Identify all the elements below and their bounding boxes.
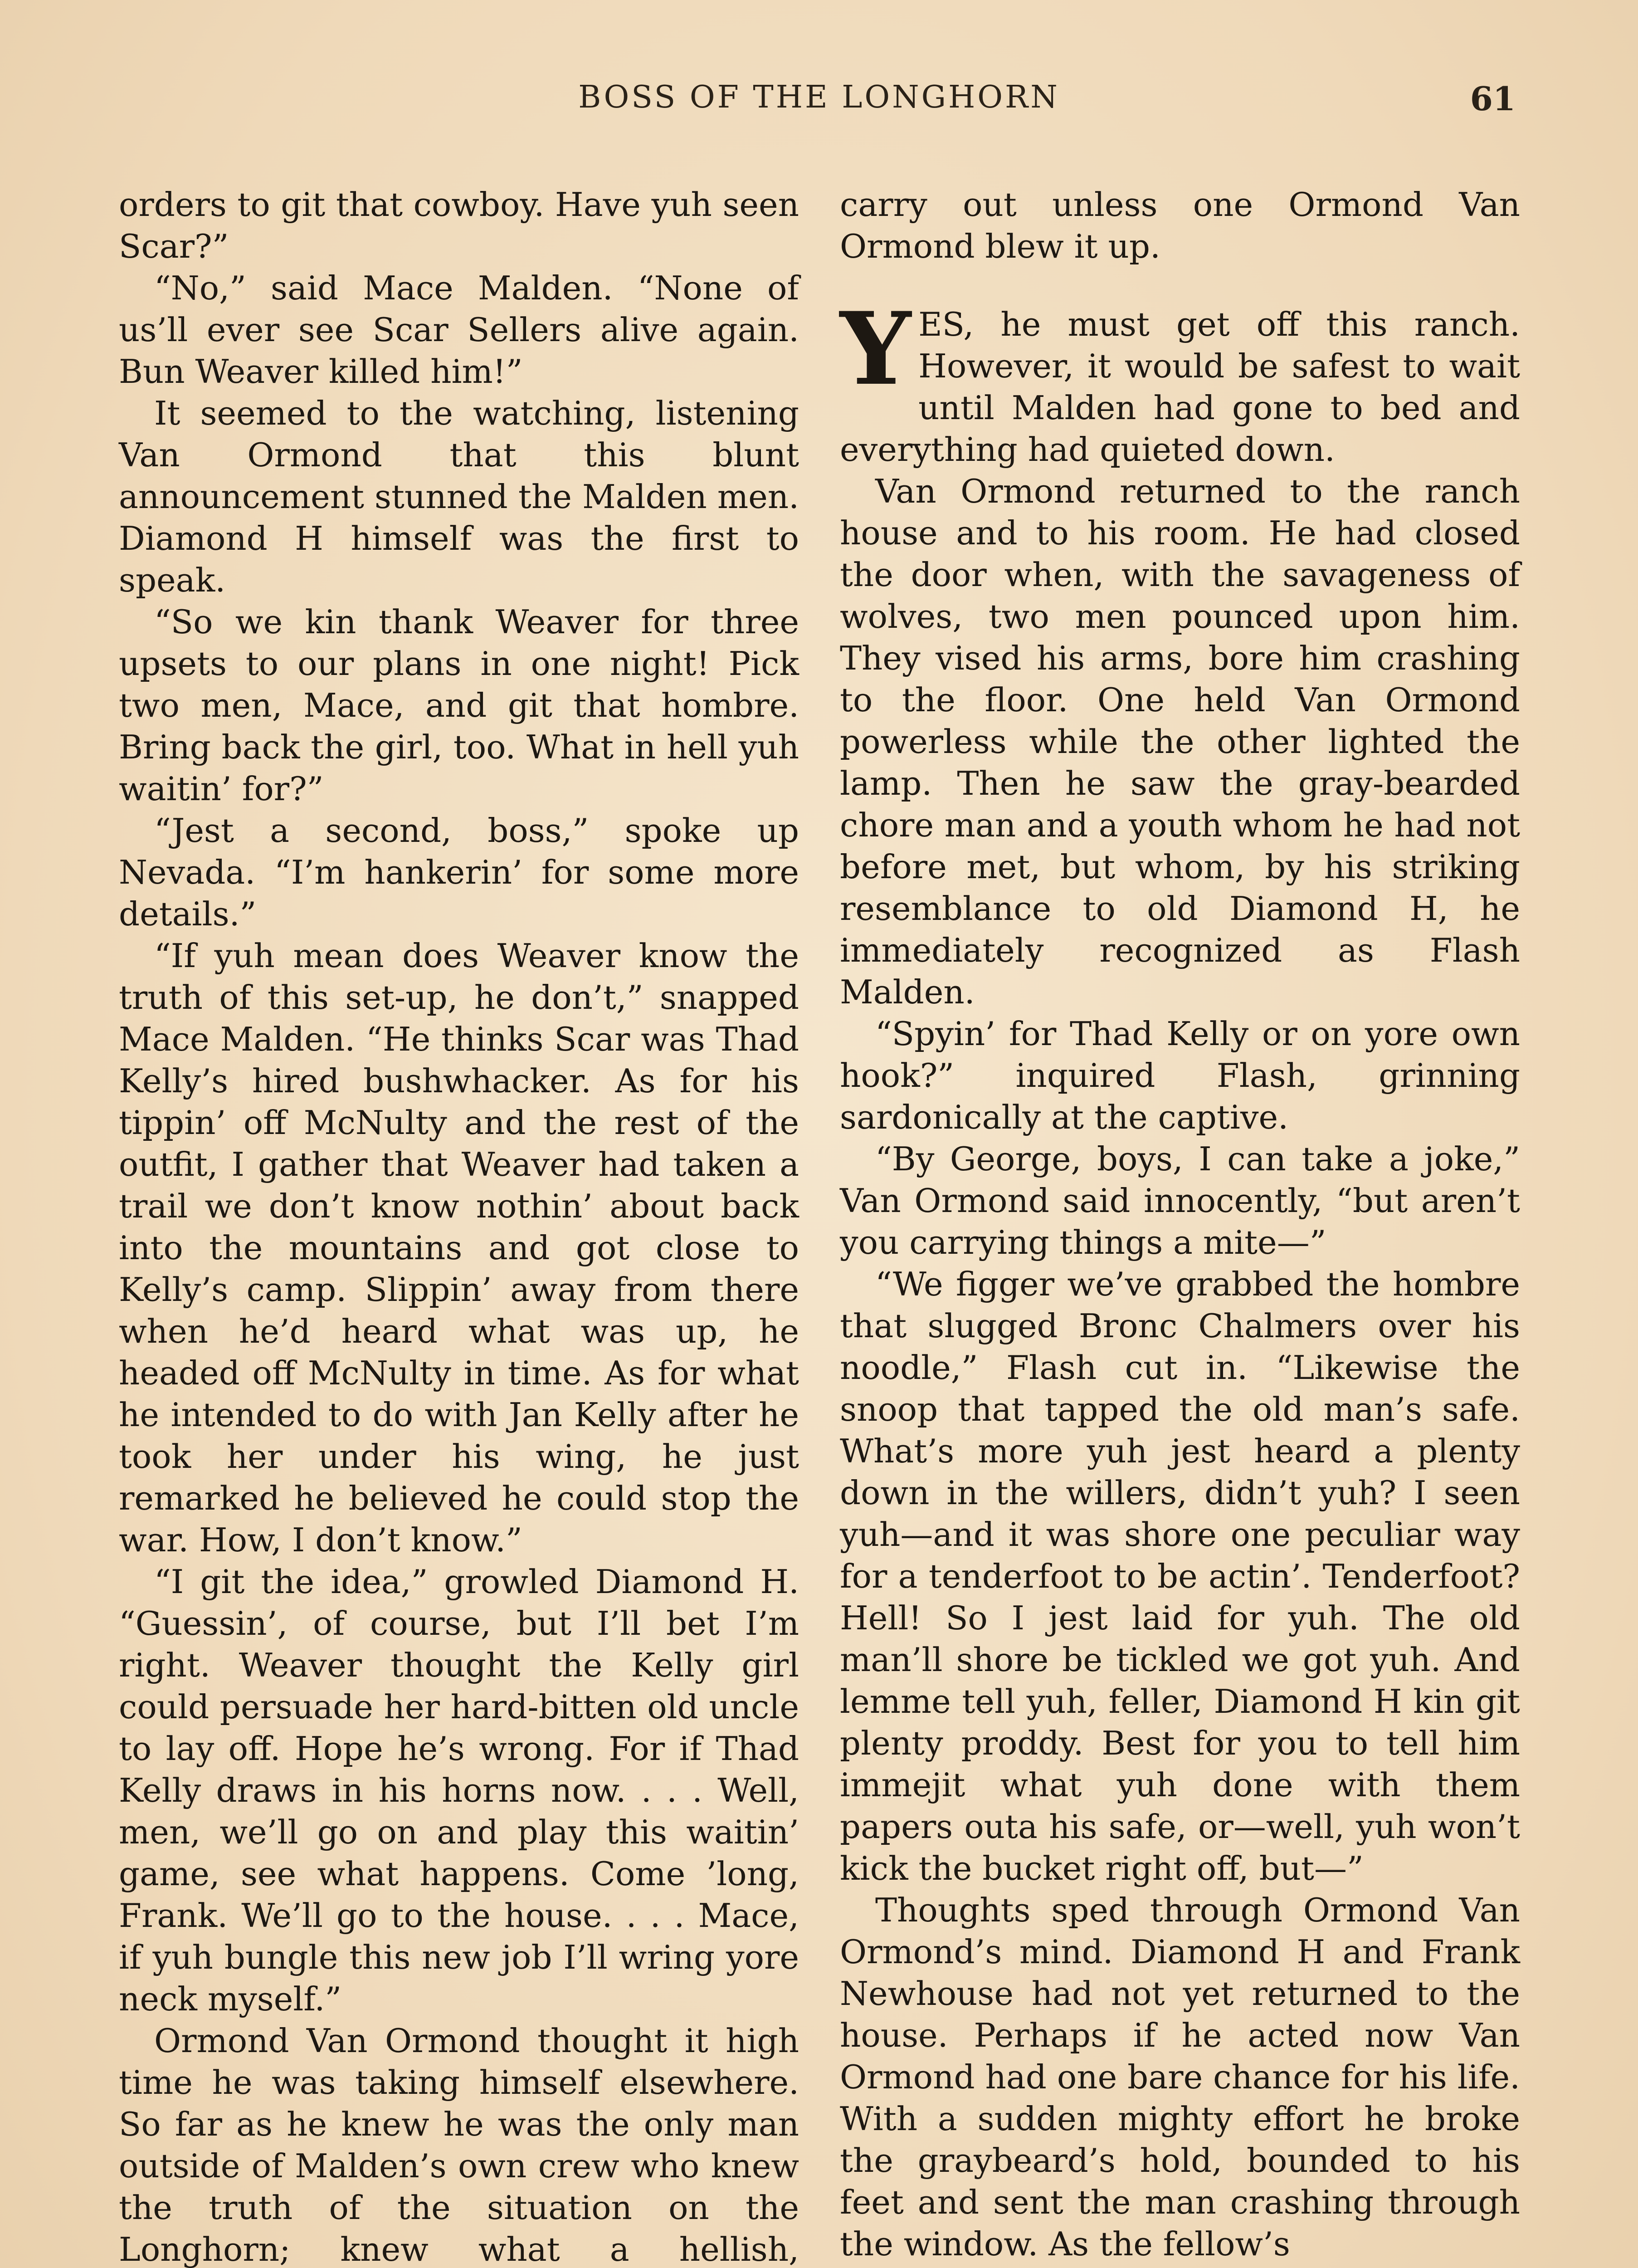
- paragraph: Thoughts sped through Ormond Van Ormond’s mind. Diamond H and Frank Newhouse had not yet returned to the house. Perhaps if he acted now Van Ormond had one bare chance for his life. With a sudden mighty effort he broke the graybeard’s hold, bounded to his feet and sent the man crashing through the window. As the fellow’s: [840, 1891, 1520, 2263]
- paragraph: orders to git that cowboy. Have yuh seen Scar?”: [119, 186, 799, 265]
- section-start-text: ES, he must get off this ranch. However, it would be safest to wait until Malden had gone to bed and everything had quieted down.: [840, 305, 1520, 469]
- page-number: 61: [1470, 79, 1516, 118]
- right-column: [840, 184, 1520, 2268]
- paragraph: It seemed to the watching, listening Van Ormond that this blunt announcement stunned the Malden men. Diamond H himself was the first to speak.: [119, 394, 799, 599]
- paragraph: “If yuh mean does Weaver know the truth of this set-up, he don’t,” snapped Mace Malden. “He thinks Scar was Thad Kelly’s hired bushwhacker. As for his tippin’ off McNulty and the rest of the outfit, I gather that Weaver had taken a trail we don’t know nothin’ about back into the mountains and got close to Kelly’s camp. Slippin’ away from there when he’d heard what was up, he headed off McNulty in time. As for what he intended to do with Jan Kelly after he took her under his wing, he just remarked he believed he could stop the war. How, I don’t know.”: [119, 937, 799, 1559]
- paragraph: “We figger we’ve grabbed the hombre that slugged Bronc Chalmers over his noodle,” Flash cut in. “Likewise the snoop that tapped the old man’s safe. What’s more yuh jest heard a plenty down in the willers, didn’t yuh? I seen yuh—and it was shore one peculiar way for a tenderfoot to be actin’. Tenderfoot? Hell! So I jest laid for yuh. The old man’ll shore be tickled we got yuh. And lemme tell yuh, feller, Diamond H kin git plenty proddy. Best for you to tell him immejit what yuh done with them papers outa his safe, or—well, yuh won’t kick the bucket right off, but—”: [840, 1265, 1520, 1887]
- paragraph: “Spyin’ for Thad Kelly or on yore own hook?” inquired Flash, grinning sardonically at the captive.: [840, 1015, 1520, 1136]
- left-column: [119, 184, 799, 2268]
- paragraph: “By George, boys, I can take a joke,” Van Ormond said innocently, “but aren’t you carrying things a mite—”: [840, 1140, 1520, 1261]
- paragraph: “No,” said Mace Malden. “None of us’ll ever see Scar Sellers alive again. Bun Weaver killed him!”: [119, 269, 799, 391]
- paragraph: carry out unless one Ormond Van Ormond blew it up.: [840, 186, 1520, 265]
- section-start-paragraph: [840, 290, 1520, 470]
- running-title: BOSS OF THE LONGHORN: [578, 79, 1060, 115]
- paragraph: “I git the idea,” growled Diamond H. “Guessin’, of course, but I’ll bet I’m right. Weaver thought the Kelly girl could persuade her hard-bitten old uncle to lay off. Hope he’s wrong. For if Thad Kelly draws in his horns now. . . . Well, men, we’ll go on and play this waitin’ game, see what happens. Come ’long, Frank. We’ll go to the house. . . . Mace, if yuh bungle this new job I’ll wring yore neck myself.”: [119, 1563, 799, 2018]
- text-columns: [119, 184, 1520, 2268]
- page-header: [122, 79, 1516, 129]
- paragraph: Van Ormond returned to the ranch house and to his room. He had closed the door when, with the savageness of wolves, two men pounced upon him. They vised his arms, bore him crashing to the floor. One held Van Ormond powerless while the other lighted the lamp. Then he saw the gray-bearded chore man and a youth whom he had not before met, but whom, by his striking resemblance to old Diamond H, he immediately recognized as Flash Malden.: [840, 472, 1520, 1011]
- paragraph: “So we kin thank Weaver for three upsets to our plans in one night! Pick two men, Mace, and git that hombre. Bring back the girl, too. What in hell yuh waitin’ for?”: [119, 603, 799, 808]
- paragraph: “Jest a second, boss,” spoke up Nevada. “I’m hankerin’ for some more details.”: [119, 811, 799, 933]
- drop-cap: Y: [840, 290, 912, 407]
- paragraph: Ormond Van Ormond thought it high time he was taking himself elsewhere. So far as he knew he was the only man outside of Malden’s own crew who knew the truth of the situation on the Longhorn; knew what a hellish,: [119, 2022, 799, 2268]
